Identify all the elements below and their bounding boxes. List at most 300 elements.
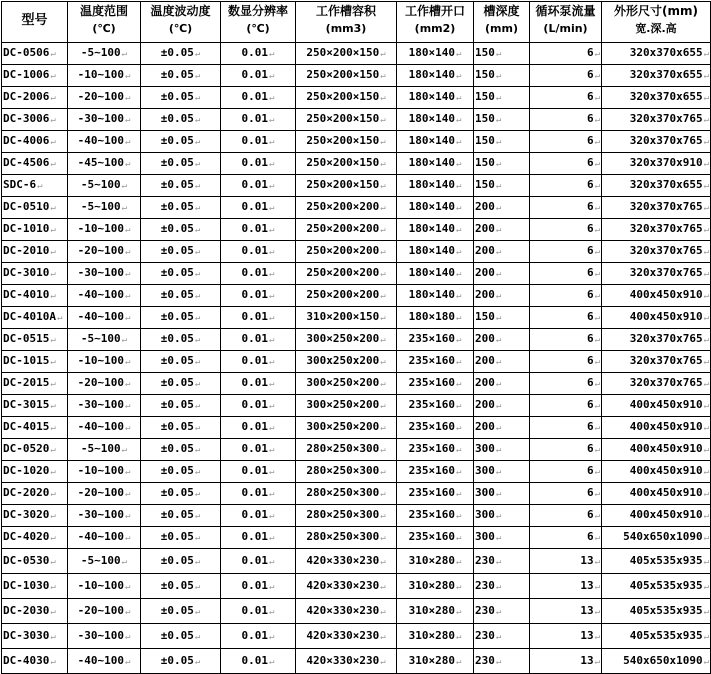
cell-model (2, 439, 68, 461)
cell-bath-volume (296, 87, 397, 109)
paragraph-mark-icon: ↵ (269, 247, 275, 257)
cell-value: 6 (586, 46, 594, 59)
cell-pump-flow (530, 307, 602, 329)
cell-bath-opening (397, 527, 474, 549)
cell-model (2, 263, 68, 285)
paragraph-mark-icon: ↵ (703, 556, 709, 567)
paragraph-mark-icon: ↵ (121, 49, 128, 59)
spec-table (1, 1, 711, 674)
paragraph-mark-icon: ↵ (194, 606, 201, 617)
cell-value: 405x535x935 (629, 578, 703, 592)
paragraph-mark-icon: ↵ (703, 49, 709, 59)
paragraph-mark-icon: ↵ (50, 159, 56, 169)
paragraph-mark-icon: ↵ (124, 357, 131, 367)
cell-value: ±0.05 (160, 486, 194, 499)
cell-value: 400x450x910 (629, 398, 703, 411)
paragraph-mark-icon: ↵ (124, 379, 131, 389)
cell-value: 6 (586, 376, 594, 389)
cell-value: 320x370x765 (629, 244, 703, 257)
cell-value: 0.01 (241, 178, 269, 191)
cell-bath-volume (296, 373, 397, 395)
paragraph-mark-icon: ↵ (703, 423, 709, 433)
cell-dimensions (602, 65, 711, 87)
cell-value: 250×200×150 (306, 134, 380, 147)
paragraph-mark-icon: ↵ (50, 49, 56, 59)
cell-bath-opening (397, 574, 474, 599)
cell-dimensions (602, 285, 711, 307)
cell-bath-volume (296, 285, 397, 307)
paragraph-mark-icon: ↵ (194, 49, 201, 59)
cell-value: DC-4030 (3, 653, 50, 667)
cell-bath-depth (474, 87, 530, 109)
cell-value: 320x370x655 (629, 90, 703, 103)
paragraph-mark-icon: ↵ (594, 159, 600, 169)
cell-temp-fluctuation (141, 373, 221, 395)
cell-resolution (221, 329, 296, 351)
paragraph-mark-icon: ↵ (269, 379, 275, 389)
cell-bath-depth (474, 505, 530, 527)
paragraph-mark-icon: ↵ (50, 533, 56, 543)
cell-value: 0.01 (241, 530, 269, 543)
cell-bath-opening (397, 263, 474, 285)
cell-temp-fluctuation (141, 574, 221, 599)
cell-value: 200 (475, 332, 495, 345)
paragraph-mark-icon: ↵ (703, 379, 709, 389)
cell-dimensions (602, 505, 711, 527)
cell-value: 320x370x910 (629, 156, 703, 169)
cell-value: 230 (475, 553, 495, 567)
paragraph-mark-icon: ↵ (269, 49, 275, 59)
cell-value: DC-4010A (3, 310, 56, 323)
cell-value: 405x535x935 (629, 603, 703, 617)
cell-bath-volume (296, 527, 397, 549)
cell-bath-depth (474, 131, 530, 153)
cell-dimensions (602, 219, 711, 241)
cell-value: 200 (475, 420, 495, 433)
paragraph-mark-icon: ↵ (594, 93, 600, 103)
cell-bath-depth (474, 395, 530, 417)
paragraph-mark-icon: ↵ (495, 247, 502, 257)
paragraph-mark-icon: ↵ (269, 137, 275, 147)
paragraph-mark-icon: ↵ (269, 71, 275, 81)
cell-value: 230 (475, 628, 495, 642)
cell-bath-opening (397, 131, 474, 153)
cell-bath-volume (296, 574, 397, 599)
cell-value: DC-3015 (3, 398, 50, 411)
cell-value: -5~100 (80, 46, 121, 59)
paragraph-mark-icon: ↵ (703, 511, 709, 521)
paragraph-mark-icon: ↵ (703, 115, 709, 125)
cell-value: ±0.05 (160, 530, 194, 543)
paragraph-mark-icon: ↵ (124, 71, 131, 81)
paragraph-mark-icon: ↵ (703, 401, 709, 411)
cell-model (2, 649, 68, 674)
cell-value: DC-4506 (3, 156, 50, 169)
cell-value: -40~100 (77, 288, 124, 301)
cell-value: 13 (580, 553, 594, 567)
cell-bath-depth (474, 549, 530, 574)
paragraph-mark-icon: ↵ (594, 247, 600, 257)
cell-temp-range (68, 395, 141, 417)
cell-resolution (221, 175, 296, 197)
paragraph-mark-icon: ↵ (495, 511, 502, 521)
cell-temp-fluctuation (141, 307, 221, 329)
cell-bath-depth (474, 43, 530, 65)
cell-value: 180×140 (408, 68, 455, 81)
cell-value: -30~100 (77, 112, 124, 125)
paragraph-mark-icon: ↵ (594, 556, 600, 567)
cell-value: DC-1006 (3, 68, 50, 81)
cell-value: 200 (475, 288, 495, 301)
cell-pump-flow (530, 263, 602, 285)
cell-model (2, 153, 68, 175)
paragraph-mark-icon: ↵ (495, 445, 502, 455)
cell-bath-volume (296, 219, 397, 241)
cell-temp-range (68, 329, 141, 351)
cell-value: 300×250×200 (306, 376, 380, 389)
cell-value: -10~100 (77, 222, 124, 235)
cell-model (2, 599, 68, 624)
table-row (2, 175, 711, 197)
paragraph-mark-icon: ↵ (594, 269, 600, 279)
cell-value: 0.01 (241, 134, 269, 147)
cell-pump-flow (530, 329, 602, 351)
paragraph-mark-icon: ↵ (703, 445, 709, 455)
paragraph-mark-icon: ↵ (269, 115, 275, 125)
cell-value: 405x535x935 (629, 553, 703, 567)
paragraph-mark-icon: ↵ (495, 606, 502, 617)
cell-value: 180×140 (408, 112, 455, 125)
paragraph-mark-icon: ↵ (703, 533, 709, 543)
cell-resolution (221, 439, 296, 461)
paragraph-mark-icon: ↵ (50, 225, 56, 235)
paragraph-mark-icon: ↵ (194, 247, 201, 257)
cell-model (2, 197, 68, 219)
cell-value: 0.01 (241, 420, 269, 433)
cell-value: 420×330×230 (306, 628, 380, 642)
cell-resolution (221, 87, 296, 109)
table-row (2, 574, 711, 599)
cell-value: 200 (475, 266, 495, 279)
cell-bath-depth (474, 153, 530, 175)
cell-bath-volume (296, 241, 397, 263)
cell-value: 0.01 (241, 310, 269, 323)
paragraph-mark-icon: ↵ (380, 631, 386, 642)
cell-bath-depth (474, 241, 530, 263)
cell-value: 180×140 (408, 244, 455, 257)
cell-bath-depth (474, 599, 530, 624)
cell-value: 180×140 (408, 90, 455, 103)
cell-value: 540x650x1090 (623, 530, 703, 543)
cell-bath-depth (474, 649, 530, 674)
cell-temp-range (68, 599, 141, 624)
cell-bath-depth (474, 307, 530, 329)
cell-value: 6 (586, 398, 594, 411)
paragraph-mark-icon: ↵ (703, 467, 709, 477)
cell-model (2, 624, 68, 649)
paragraph-mark-icon: ↵ (121, 203, 128, 213)
table-row (2, 285, 711, 307)
cell-model (2, 505, 68, 527)
header-bath-opening (397, 2, 474, 43)
cell-value: 280×250×300 (306, 442, 380, 455)
paragraph-mark-icon: ↵ (703, 181, 709, 191)
cell-value: 280×250×300 (306, 508, 380, 521)
paragraph-mark-icon: ↵ (703, 159, 709, 169)
cell-dimensions (602, 624, 711, 649)
paragraph-mark-icon: ↵ (495, 181, 502, 191)
cell-bath-opening (397, 65, 474, 87)
cell-resolution (221, 649, 296, 674)
paragraph-mark-icon: ↵ (50, 269, 56, 279)
cell-bath-opening (397, 624, 474, 649)
cell-value: 180×140 (408, 222, 455, 235)
paragraph-mark-icon: ↵ (269, 335, 275, 345)
cell-value: 6 (586, 156, 594, 169)
cell-bath-depth (474, 109, 530, 131)
cell-model (2, 483, 68, 505)
paragraph-mark-icon: ↵ (455, 269, 462, 279)
paragraph-mark-icon: ↵ (194, 357, 201, 367)
cell-value: DC-2015 (3, 376, 50, 389)
cell-bath-depth (474, 197, 530, 219)
cell-value: 320x370x765 (629, 332, 703, 345)
cell-value: 300 (475, 464, 495, 477)
paragraph-mark-icon: ↵ (380, 71, 386, 81)
cell-temp-fluctuation (141, 109, 221, 131)
cell-value: 0.01 (241, 578, 269, 592)
cell-value: 150 (475, 134, 495, 147)
paragraph-mark-icon: ↵ (455, 93, 462, 103)
cell-temp-range (68, 351, 141, 373)
cell-model (2, 351, 68, 373)
cell-pump-flow (530, 395, 602, 417)
table-row (2, 599, 711, 624)
paragraph-mark-icon: ↵ (56, 313, 63, 323)
cell-value: 0.01 (241, 156, 269, 169)
cell-resolution (221, 219, 296, 241)
header-unit: 宽.深.高 (635, 22, 677, 35)
cell-value: 150 (475, 90, 495, 103)
cell-value: 310×280 (408, 578, 455, 592)
cell-value: 230 (475, 653, 495, 667)
table-row (2, 307, 711, 329)
header-model (2, 2, 68, 43)
cell-value: 180×140 (408, 178, 455, 191)
cell-resolution (221, 549, 296, 574)
cell-resolution (221, 109, 296, 131)
cell-value: 6 (586, 112, 594, 125)
table-row (2, 527, 711, 549)
cell-resolution (221, 505, 296, 527)
cell-value: ±0.05 (160, 628, 194, 642)
paragraph-mark-icon: ↵ (380, 291, 386, 301)
cell-value: 180×140 (408, 266, 455, 279)
paragraph-mark-icon: ↵ (594, 137, 600, 147)
paragraph-mark-icon: ↵ (495, 533, 502, 543)
cell-value: DC-2010 (3, 244, 50, 257)
cell-value: 235×160 (408, 442, 455, 455)
cell-temp-range (68, 549, 141, 574)
cell-value: 0.01 (241, 112, 269, 125)
cell-value: 320x370x765 (629, 222, 703, 235)
cell-value: DC-3020 (3, 508, 50, 521)
paragraph-mark-icon: ↵ (124, 401, 131, 411)
cell-value: 400x450x910 (629, 288, 703, 301)
header-unit: (L/min) (543, 22, 588, 35)
cell-bath-opening (397, 307, 474, 329)
cell-value: ±0.05 (160, 464, 194, 477)
paragraph-mark-icon: ↵ (269, 225, 275, 235)
header-pump-flow (530, 2, 602, 43)
paragraph-mark-icon: ↵ (50, 606, 56, 617)
cell-dimensions (602, 87, 711, 109)
paragraph-mark-icon: ↵ (495, 159, 502, 169)
paragraph-mark-icon: ↵ (124, 656, 131, 667)
cell-value: 6 (586, 222, 594, 235)
cell-temp-range (68, 43, 141, 65)
cell-value: DC-0530 (3, 553, 50, 567)
cell-pump-flow (530, 285, 602, 307)
paragraph-mark-icon: ↵ (455, 291, 462, 301)
cell-value: ±0.05 (160, 112, 194, 125)
paragraph-mark-icon: ↵ (194, 401, 201, 411)
paragraph-mark-icon: ↵ (380, 93, 386, 103)
cell-dimensions (602, 549, 711, 574)
paragraph-mark-icon: ↵ (121, 335, 128, 345)
cell-model (2, 65, 68, 87)
cell-value: DC-0510 (3, 200, 50, 213)
cell-pump-flow (530, 197, 602, 219)
cell-value: ±0.05 (160, 376, 194, 389)
cell-value: 6 (586, 266, 594, 279)
cell-value: DC-3006 (3, 112, 50, 125)
cell-bath-opening (397, 417, 474, 439)
table-row (2, 417, 711, 439)
cell-value: 250×200×150 (306, 156, 380, 169)
header-label: 槽深度 (483, 4, 520, 18)
paragraph-mark-icon: ↵ (269, 489, 275, 499)
paragraph-mark-icon: ↵ (594, 656, 600, 667)
cell-temp-range (68, 219, 141, 241)
paragraph-mark-icon: ↵ (380, 313, 386, 323)
cell-value: 0.01 (241, 553, 269, 567)
cell-bath-depth (474, 285, 530, 307)
cell-value: 0.01 (241, 222, 269, 235)
paragraph-mark-icon: ↵ (121, 181, 128, 191)
paragraph-mark-icon: ↵ (50, 357, 56, 367)
cell-value: 400x450x910 (629, 420, 703, 433)
paragraph-mark-icon: ↵ (194, 631, 201, 642)
cell-dimensions (602, 175, 711, 197)
cell-temp-fluctuation (141, 285, 221, 307)
cell-bath-opening (397, 649, 474, 674)
cell-value: ±0.05 (160, 310, 194, 323)
paragraph-mark-icon: ↵ (455, 137, 462, 147)
paragraph-mark-icon: ↵ (594, 445, 600, 455)
paragraph-mark-icon: ↵ (380, 533, 386, 543)
cell-bath-volume (296, 505, 397, 527)
cell-bath-volume (296, 153, 397, 175)
cell-value: 280×250×300 (306, 530, 380, 543)
paragraph-mark-icon: ↵ (194, 115, 201, 125)
cell-value: 13 (580, 578, 594, 592)
paragraph-mark-icon: ↵ (380, 379, 386, 389)
header-unit: (mm) (485, 22, 518, 35)
cell-temp-fluctuation (141, 131, 221, 153)
cell-value: ±0.05 (160, 178, 194, 191)
paragraph-mark-icon: ↵ (269, 556, 275, 567)
cell-dimensions (602, 574, 711, 599)
cell-value: 0.01 (241, 266, 269, 279)
paragraph-mark-icon: ↵ (50, 467, 56, 477)
cell-value: ±0.05 (160, 653, 194, 667)
cell-resolution (221, 574, 296, 599)
cell-value: DC-3030 (3, 628, 50, 642)
paragraph-mark-icon: ↵ (124, 581, 131, 592)
cell-pump-flow (530, 43, 602, 65)
cell-dimensions (602, 649, 711, 674)
cell-resolution (221, 417, 296, 439)
cell-resolution (221, 624, 296, 649)
cell-bath-opening (397, 373, 474, 395)
cell-pump-flow (530, 549, 602, 574)
cell-value: -20~100 (77, 486, 124, 499)
cell-value: 180×140 (408, 46, 455, 59)
cell-value: 180×140 (408, 134, 455, 147)
cell-model (2, 329, 68, 351)
paragraph-mark-icon: ↵ (495, 291, 502, 301)
cell-value: DC-4010 (3, 288, 50, 301)
header-label: 工作槽开口 (404, 4, 465, 18)
cell-value: 6 (586, 530, 594, 543)
paragraph-mark-icon: ↵ (594, 225, 600, 235)
cell-value: ±0.05 (160, 354, 194, 367)
header-dimensions (602, 2, 711, 43)
cell-value: 0.01 (241, 332, 269, 345)
paragraph-mark-icon: ↵ (495, 631, 502, 642)
cell-value: -5~100 (80, 553, 121, 567)
cell-resolution (221, 483, 296, 505)
paragraph-mark-icon: ↵ (594, 606, 600, 617)
paragraph-mark-icon: ↵ (50, 445, 56, 455)
cell-value: 235×160 (408, 376, 455, 389)
cell-value: 0.01 (241, 486, 269, 499)
table-row (2, 87, 711, 109)
cell-bath-opening (397, 43, 474, 65)
cell-value: 250×200×150 (306, 46, 380, 59)
cell-value: 0.01 (241, 508, 269, 521)
cell-value: 420×330×230 (306, 653, 380, 667)
paragraph-mark-icon: ↵ (380, 115, 386, 125)
cell-value: 250×200×150 (306, 112, 380, 125)
cell-temp-range (68, 527, 141, 549)
table-row (2, 43, 711, 65)
paragraph-mark-icon: ↵ (703, 335, 709, 345)
paragraph-mark-icon: ↵ (269, 581, 275, 592)
cell-model (2, 241, 68, 263)
paragraph-mark-icon: ↵ (269, 533, 275, 543)
cell-bath-volume (296, 439, 397, 461)
paragraph-mark-icon: ↵ (455, 533, 462, 543)
cell-value: 420×330×230 (306, 603, 380, 617)
paragraph-mark-icon: ↵ (495, 581, 502, 592)
paragraph-mark-icon: ↵ (703, 291, 709, 301)
paragraph-mark-icon: ↵ (495, 357, 502, 367)
cell-resolution (221, 527, 296, 549)
cell-value: 6 (586, 442, 594, 455)
header-label: 数显分辨率 (227, 4, 288, 18)
